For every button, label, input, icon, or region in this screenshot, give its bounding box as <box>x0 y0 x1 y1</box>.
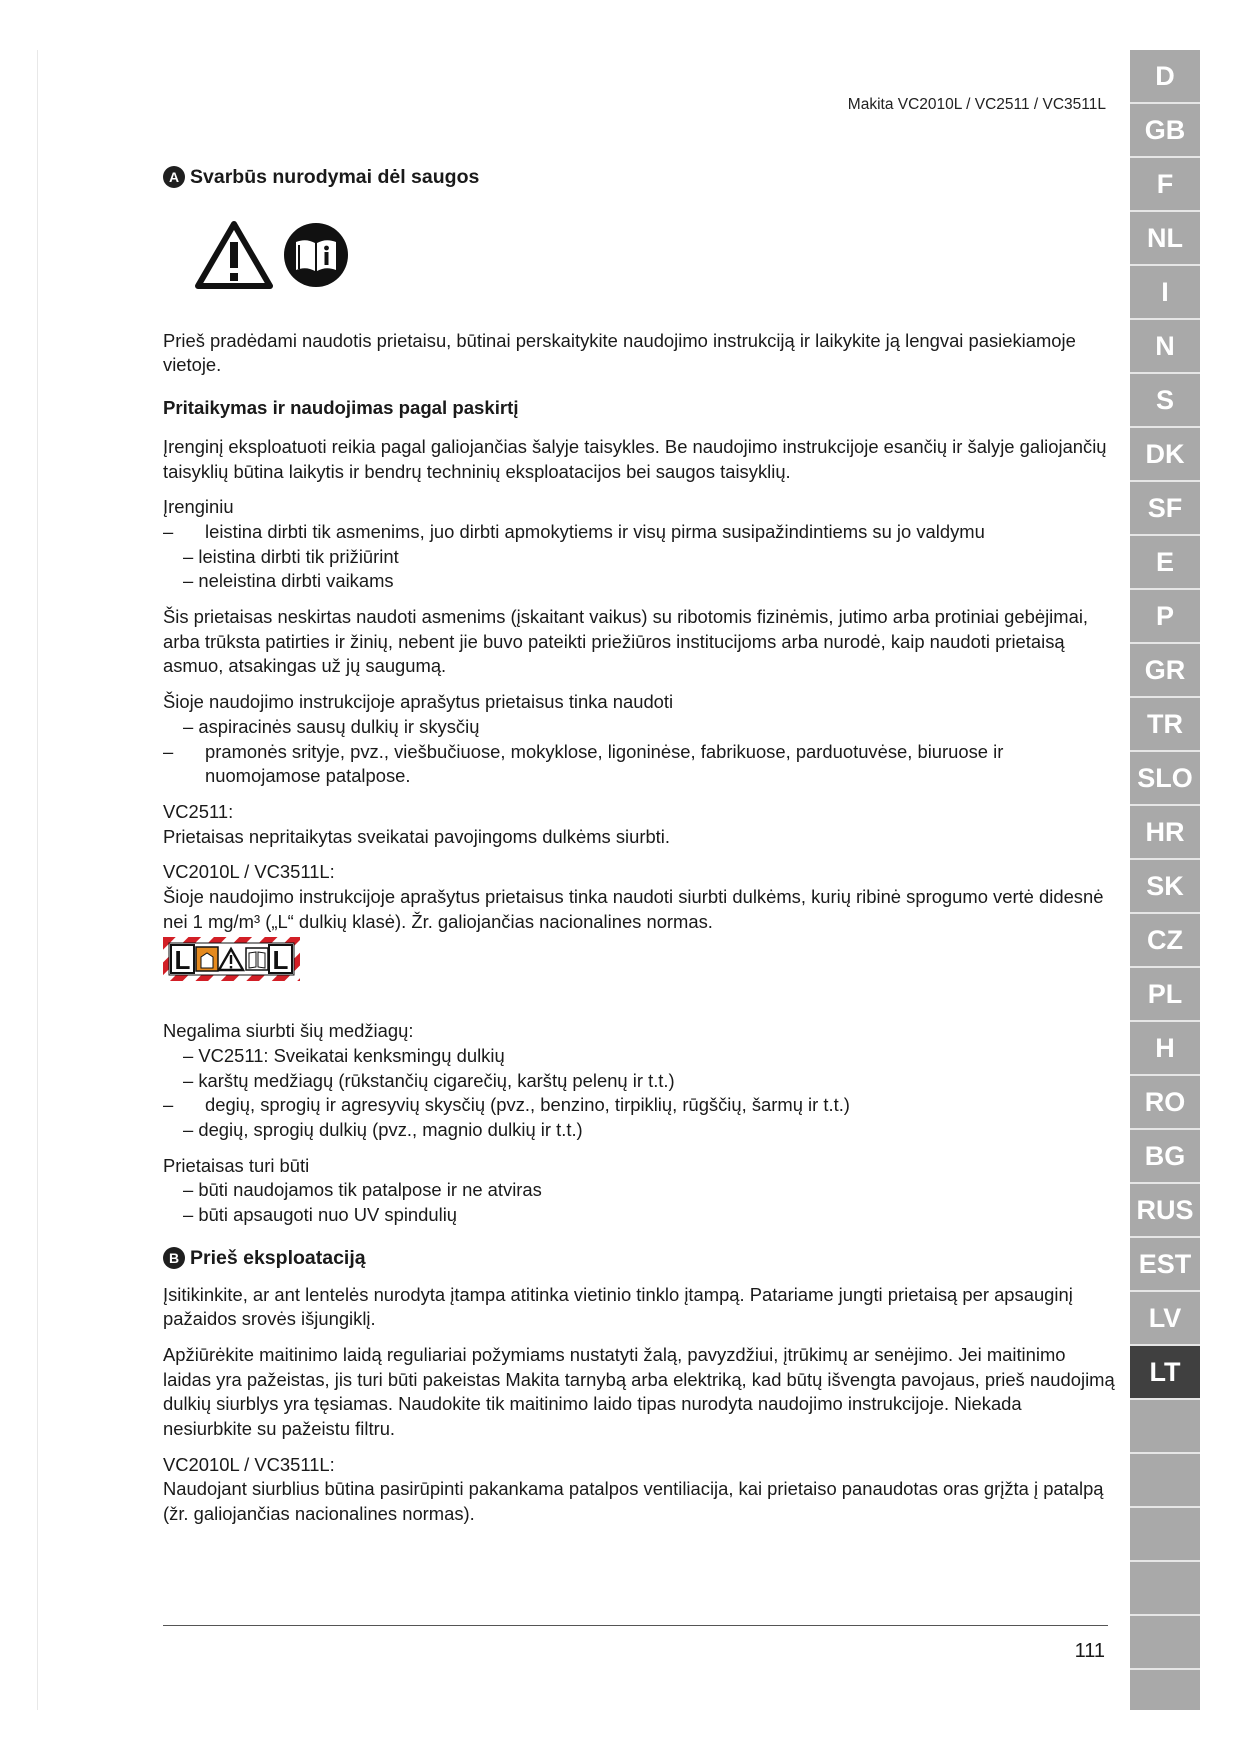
device-item-text: leistina dirbti tik asmenims, juo dirbti apmokytiems ir visų pirma susipažindintiems su jo valdymu <box>205 520 985 542</box>
vc2010-label: VC2010L / VC3511L: <box>163 861 335 883</box>
forbidden-block <box>163 1019 1115 1143</box>
language-tab-lt[interactable]: LT <box>1130 1346 1200 1400</box>
language-tabs <box>1130 50 1200 1710</box>
device-label: Įrenginiu <box>163 496 234 518</box>
list-item <box>163 1093 1115 1118</box>
language-tab-h[interactable]: H <box>1130 1022 1200 1076</box>
use-item-text: pramonės srityje, pvz., viešbučiuose, mokyklose, ligoninėse, fabrikuose, parduotuvėse, biuruose ir nuomojamose patalpose. <box>205 740 1004 787</box>
list-item: – aspiracinės sausų dulkių ir skysčių <box>183 715 480 737</box>
warning-triangle-icon <box>195 220 273 290</box>
section-a-letter-icon: A <box>163 166 185 188</box>
section-a-title <box>163 165 1115 190</box>
use-block <box>163 690 1115 789</box>
language-tab-empty <box>1130 1562 1200 1616</box>
language-tab-gr[interactable]: GR <box>1130 644 1200 698</box>
language-tab-tr[interactable]: TR <box>1130 698 1200 752</box>
dash-mark: – <box>163 1094 174 1116</box>
section-b-title <box>163 1246 1115 1271</box>
language-tab-empty <box>1130 1508 1200 1562</box>
language-tab-sk[interactable]: SK <box>1130 860 1200 914</box>
vc2010-block <box>163 860 1115 934</box>
forbidden-intro: Negalima siurbti šių medžiagų: <box>163 1020 414 1042</box>
language-tab-ro[interactable]: RO <box>1130 1076 1200 1130</box>
language-tab-gb[interactable]: GB <box>1130 104 1200 158</box>
section-b-ventilation-text: Naudojant siurblius būtina pasirūpinti pakankama patalpos ventiliacija, kai prietaiso panaudotas oras grįžta į patalpą (žr. galiojančias nacionalines normas). <box>163 1478 1104 1525</box>
dust-class-l-badge <box>163 937 1115 988</box>
language-tab-sf[interactable]: SF <box>1130 482 1200 536</box>
language-tab-pl[interactable]: PL <box>1130 968 1200 1022</box>
section-b-cable-paragraph: Apžiūrėkite maitinimo laidą reguliariai požymiams nustatyti žalą, pavyzdžiui, įtrūkimų ar senėjimo. Jei maitinimo laidas yra pažeistas, jis turi būti pakeistas Makita tarnybą arba elektriką, kad būtų išvengta pavojaus, prieš naudojimą dulkių siurblys yra tęsiamas. Naudokite tik maitinimo laido tipas nurodyta naudojimo instrukcijoje. Niekada nesiurbkite su pažeistu filtru. <box>163 1343 1115 1440</box>
device-item-text: leistina dirbti tik prižiūrint <box>198 545 399 567</box>
list-item <box>163 520 1115 545</box>
vc2511-label: VC2511: <box>163 800 234 822</box>
dash-mark: – <box>163 520 174 542</box>
use-intro: Šioje naudojimo instrukcijoje aprašytus prietaisus tinka naudoti <box>163 691 674 713</box>
forbidden-item-text: degių, sprogių ir agresyvių skysčių (pvz., benzino, tirpiklių, rūgščių, šarmų ir t.t.) <box>205 1094 850 1116</box>
device-item-text: neleistina dirbti vaikams <box>198 570 394 592</box>
restriction-paragraph: Šis prietaisas neskirtas naudoti asmenims (įskaitant vaikus) su ribotomis fizinėmis, jutimo arba protiniai gebėjimai, arba trūksta patirties ir žinių, nebent jie buvo pateikti priežiūros institucijoms arba nurodė, kaip naudoti prietaisą asmuo, atsakingas už jų saugumą. <box>163 606 1089 677</box>
section-b-title-text: Prieš eksploataciją <box>190 1246 366 1269</box>
dash-mark: – <box>163 740 174 762</box>
language-tab-s[interactable]: S <box>1130 374 1200 428</box>
language-tab-empty <box>1130 1400 1200 1454</box>
rules-paragraph: Įrenginį eksploatuoti reikia pagal galiojančias šalyje taisykles. Be naudojimo instrukcijoje esančių ir šalyje galiojančių taisyklių būtina laikytis ir bendrų techninių eksploatacijos bei saugos taisyklių. <box>163 435 1107 482</box>
footer-divider <box>163 1625 1108 1626</box>
language-tab-d[interactable]: D <box>1130 50 1200 104</box>
list-item: – būti apsaugoti nuo UV spindulių <box>183 1204 458 1226</box>
list-item <box>163 569 1115 594</box>
header-model-line: Makita VC2010L / VC2511 / VC3511L <box>847 96 1106 113</box>
page-number: 111 <box>1074 1640 1105 1662</box>
device-block <box>163 495 1115 594</box>
section-b-vc2010-label: VC2010L / VC3511L: <box>163 1453 335 1475</box>
language-tab-dk[interactable]: DK <box>1130 428 1200 482</box>
vc2511-text: Prietaisas nepritaikytas sveikatai pavojingoms dulkėms siurbti. <box>163 825 670 847</box>
svg-text:L: L <box>174 945 191 976</box>
list-item <box>163 545 1115 570</box>
language-tab-lv[interactable]: LV <box>1130 1292 1200 1346</box>
list-item <box>163 740 1115 789</box>
read-manual-icon <box>283 222 349 288</box>
language-tab-i[interactable]: I <box>1130 266 1200 320</box>
section-b-letter-icon: B <box>163 1247 185 1269</box>
main-content <box>163 165 1115 1527</box>
list-item: – degių, sprogių dulkių (pvz., magnio dulkių ir t.t.) <box>183 1118 583 1140</box>
section-b-vc2010-block <box>163 1453 1115 1527</box>
dash-mark: – <box>183 545 194 567</box>
section-b-voltage-paragraph: Įsitikinkite, ar ant lentelės nurodyta įtampa atitinka vietinio tinklo įtampą. Patariame jungti prietaisą per apsauginį pažaidos srovės išjungiklį. <box>163 1283 1073 1330</box>
list-item: – karštų medžiagų (rūkstančių cigarečių, karštų pelenų ir t.t.) <box>183 1069 675 1091</box>
language-tab-f[interactable]: F <box>1130 158 1200 212</box>
language-tab-p[interactable]: P <box>1130 590 1200 644</box>
dust-class-l-icon <box>163 937 300 981</box>
list-item: – būti naudojamos tik patalpose ir ne atviras <box>183 1179 542 1201</box>
language-tab-slo[interactable]: SLO <box>1130 752 1200 806</box>
safety-icons <box>195 218 1115 292</box>
must-intro: Prietaisas turi būti <box>163 1154 310 1176</box>
language-tab-n[interactable]: N <box>1130 320 1200 374</box>
list-item: – VC2511: Sveikatai kenksmingų dulkių <box>183 1044 505 1066</box>
vc2511-block <box>163 800 1115 849</box>
language-tab-empty <box>1130 1616 1200 1670</box>
language-tab-empty <box>1130 1454 1200 1508</box>
language-tab-cz[interactable]: CZ <box>1130 914 1200 968</box>
section-a-title-text: Svarbūs nurodymai dėl saugos <box>190 166 480 188</box>
page-edge <box>37 50 38 1710</box>
section-a-intro: Prieš pradėdami naudotis prietaisu, būtinai perskaitykite naudojimo instrukciją ir laikykite ją lengvai pasiekiamoje vietoje. <box>163 329 1076 376</box>
language-tab-est[interactable]: EST <box>1130 1238 1200 1292</box>
language-tab-bg[interactable]: BG <box>1130 1130 1200 1184</box>
language-tab-e[interactable]: E <box>1130 536 1200 590</box>
language-tab-hr[interactable]: HR <box>1130 806 1200 860</box>
svg-text:L: L <box>272 945 289 976</box>
language-tab-nl[interactable]: NL <box>1130 212 1200 266</box>
dash-mark: – <box>183 570 194 592</box>
language-tab-rus[interactable]: RUS <box>1130 1184 1200 1238</box>
intended-use-heading: Pritaikymas ir naudojimas pagal paskirtį <box>163 397 519 419</box>
must-block <box>163 1154 1115 1228</box>
vc2010-text: Šioje naudojimo instrukcijoje aprašytus prietaisus tinka naudoti siurbti dulkėms, kurių ribinė sprogumo vertė didesnė nei 1 mg/m³ („L“ dulkių klasė). Žr. galiojančias nacionalines normas. <box>163 886 1104 932</box>
